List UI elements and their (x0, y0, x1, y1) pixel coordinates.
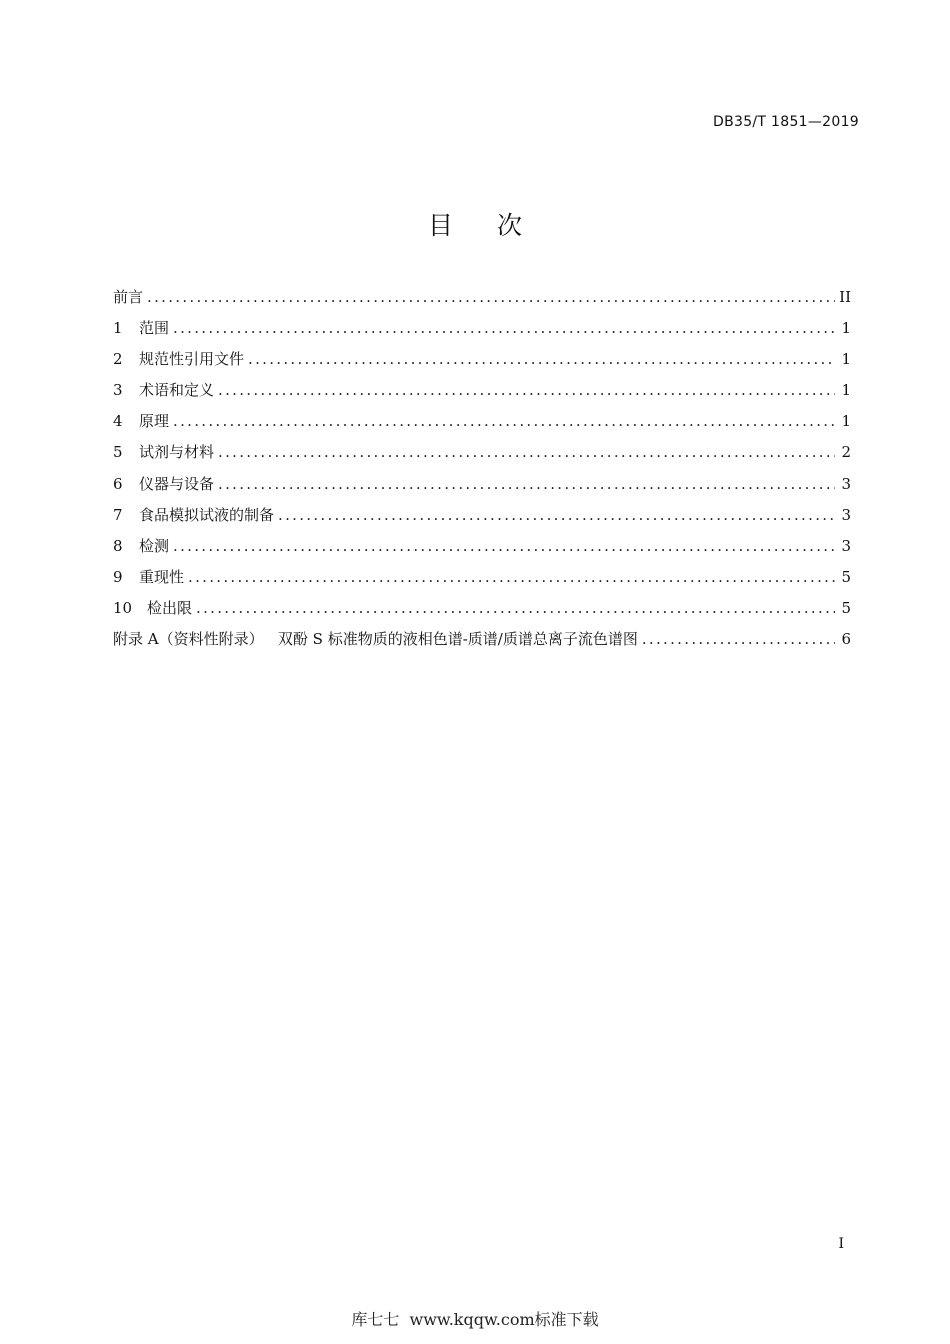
toc-page-number: 1 (841, 319, 851, 338)
toc-page-number: 1 (841, 381, 851, 400)
toc-section-number: 8 (113, 536, 123, 555)
document-code: DB35/T 1851—2019 (713, 114, 859, 130)
toc-page-number: 3 (841, 474, 851, 493)
toc-leader-dots (188, 562, 835, 593)
toc-page-number: 6 (841, 630, 851, 649)
page-number: I (838, 1236, 844, 1252)
toc-section-number: 1 (113, 319, 123, 338)
toc-entry-5[interactable] (113, 437, 851, 468)
toc-leader-dots (642, 624, 835, 655)
toc-leader-dots (218, 375, 835, 406)
toc-label: 前言 (113, 288, 144, 306)
toc-page-number: II (839, 288, 851, 306)
toc-entry-2[interactable] (113, 344, 851, 375)
toc-section-number: 7 (113, 505, 123, 524)
title-char-2: 次 (497, 211, 523, 240)
toc-entry-6[interactable] (113, 469, 851, 500)
toc-section-number: 5 (113, 443, 123, 462)
toc-page-number: 1 (841, 350, 851, 369)
toc-label: 规范性引用文件 (139, 350, 245, 369)
toc-section-number: 6 (113, 474, 123, 493)
toc-label: 仪器与设备 (139, 474, 215, 493)
toc-label: 重现性 (139, 567, 185, 586)
toc-entry-foreword[interactable] (113, 282, 851, 313)
toc-entry-appendix-a[interactable] (113, 624, 851, 655)
toc-label: 检出限 (147, 598, 193, 617)
toc-page-number: 3 (841, 536, 851, 555)
toc-leader-dots (173, 406, 835, 437)
toc-label: 食品模拟试液的制备 (139, 505, 275, 524)
toc-label: 试剂与材料 (139, 443, 215, 462)
toc-label: 术语和定义 (139, 381, 215, 400)
toc-leader-dots (173, 531, 835, 562)
page-title (0, 206, 950, 242)
toc-entry-3[interactable] (113, 375, 851, 406)
table-of-contents (113, 282, 851, 655)
toc-label: 原理 (139, 412, 170, 431)
watermark-text: 库七七 www.kqqw.com标准下载 (351, 1310, 599, 1329)
toc-section-number: 2 (113, 350, 123, 369)
toc-label: 范围 (139, 319, 170, 338)
toc-leader-dots (278, 500, 835, 531)
toc-page-number: 2 (841, 443, 851, 462)
toc-leader-dots (218, 437, 835, 468)
toc-section-number: 9 (113, 567, 123, 586)
title-char-1: 目 (427, 211, 453, 240)
toc-page-number: 5 (841, 567, 851, 586)
toc-entry-7[interactable] (113, 500, 851, 531)
toc-page-number: 3 (841, 505, 851, 524)
toc-entry-10[interactable] (113, 593, 851, 624)
toc-entry-1[interactable] (113, 313, 851, 344)
toc-page-number: 5 (841, 598, 851, 617)
toc-leader-dots (196, 593, 835, 624)
toc-leader-dots (147, 282, 835, 313)
toc-section-number: 4 (113, 412, 123, 431)
toc-leader-dots (173, 313, 835, 344)
toc-entry-4[interactable] (113, 406, 851, 437)
toc-section-number: 10 (113, 598, 133, 617)
toc-label: 检测 (139, 536, 170, 555)
toc-leader-dots (218, 469, 835, 500)
toc-label: 附录 A（资料性附录） 双酚 S 标准物质的液相色谱-质谱/质谱总离子流色谱图 (113, 630, 638, 649)
toc-entry-9[interactable] (113, 562, 851, 593)
toc-entry-8[interactable] (113, 531, 851, 562)
toc-leader-dots (248, 344, 835, 375)
toc-page-number: 1 (841, 412, 851, 431)
toc-section-number: 3 (113, 381, 123, 400)
